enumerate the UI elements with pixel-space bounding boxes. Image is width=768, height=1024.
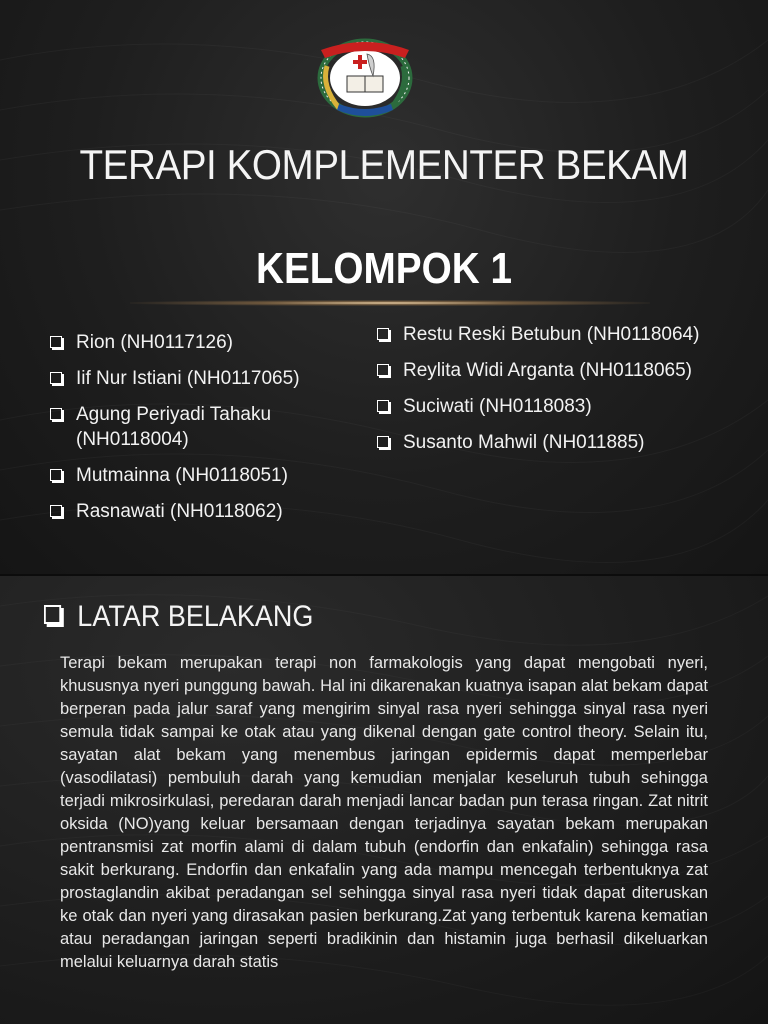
- member-item: [49, 463, 369, 488]
- body-paragraph: Terapi bekam merupakan terapi non farmakologis yang dapat mengobati nyeri, khususnya nyeri punggung bawah. Hal ini dikarenakan kuatnya isapan alat bekam dapat berperan pada jalur saraf yang mengirim sinyal rasa nyeri sehingga sinyal rasa nyeri semula tidak sampai ke otak atau yang dikenal dengan gate control theory. Selain itu, sayatan alat bekam yang menembus jaringan epidermis dapat memperlebar (vasodilatasi) pembuluh darah yang kemudian menjalar keseluruh tubuh sehingga terjadi mikrosirkulasi, peredaran darah menjadi lancar badan pun terasa ringan. Zat nitrit oksida (NO)yang keluar bersamaan dengan terjadinya sayatan bekam merupakan pentransmisi zat morfin alami di dalam tubuh (endorfin dan enkafalin) sehingga rasa sakit berkurang. Endorfin dan enkafalin yang ada mampu mencegah terbentuknya zat prostaglandin akibat peradangan sel sehingga sinyal rasa nyeri tidak dapat diteruskan ke otak dan nyeri yang dirasakan pasien berkurang.Zat yang terbentuk karena kematian atau peradangan jaringan seperti bradikinin dan histamin juga berhasil dikeluarkan melalui keluarnya darah statis: [60, 654, 708, 971]
- member-item: [376, 430, 766, 455]
- school-logo: [313, 36, 417, 122]
- group-name: KELOMPOK 1: [255, 244, 512, 293]
- checkbox-bullet-icon: [377, 400, 389, 412]
- member-name: Mutmainna (NH0118051): [76, 465, 288, 486]
- member-name: Agung Periyadi Tahaku (NH0118004): [76, 404, 272, 450]
- member-item: [49, 366, 369, 391]
- member-name: Iif Nur Istiani (NH0117065): [76, 368, 300, 389]
- member-item: [49, 499, 369, 524]
- title-divider: [130, 300, 650, 306]
- checkbox-bullet-icon: [377, 364, 389, 376]
- member-name: Rasnawati (NH0118062): [76, 501, 283, 522]
- section-heading: [44, 600, 313, 634]
- member-item: [49, 330, 369, 355]
- member-name: Suciwati (NH0118083): [403, 396, 592, 417]
- member-list-left: [49, 330, 369, 535]
- checkbox-bullet-icon: [50, 336, 62, 348]
- checkbox-bullet-icon: [50, 372, 62, 384]
- member-list-right: [376, 322, 766, 466]
- checkbox-bullet-icon: [50, 505, 62, 517]
- checkbox-bullet-icon: [377, 436, 389, 448]
- member-name: Rion (NH0117126): [76, 332, 234, 353]
- member-item: [376, 394, 766, 419]
- checkbox-bullet-icon: [50, 469, 62, 481]
- member-name: Reylita Widi Arganta (NH0118065): [403, 360, 693, 381]
- checkbox-bullet-icon: [377, 328, 389, 340]
- section-heading-text: LATAR BELAKANG: [77, 600, 314, 633]
- member-item: [376, 322, 766, 347]
- member-item: [376, 358, 766, 383]
- checkbox-bullet-icon: [44, 605, 61, 624]
- member-name: Restu Reski Betubun (NH0118064): [403, 324, 700, 345]
- checkbox-bullet-icon: [50, 408, 62, 420]
- presentation-title: TERAPI KOMPLEMENTER BEKAM: [79, 141, 689, 188]
- member-item: [49, 402, 369, 452]
- member-name: Susanto Mahwil (NH011885): [403, 432, 645, 453]
